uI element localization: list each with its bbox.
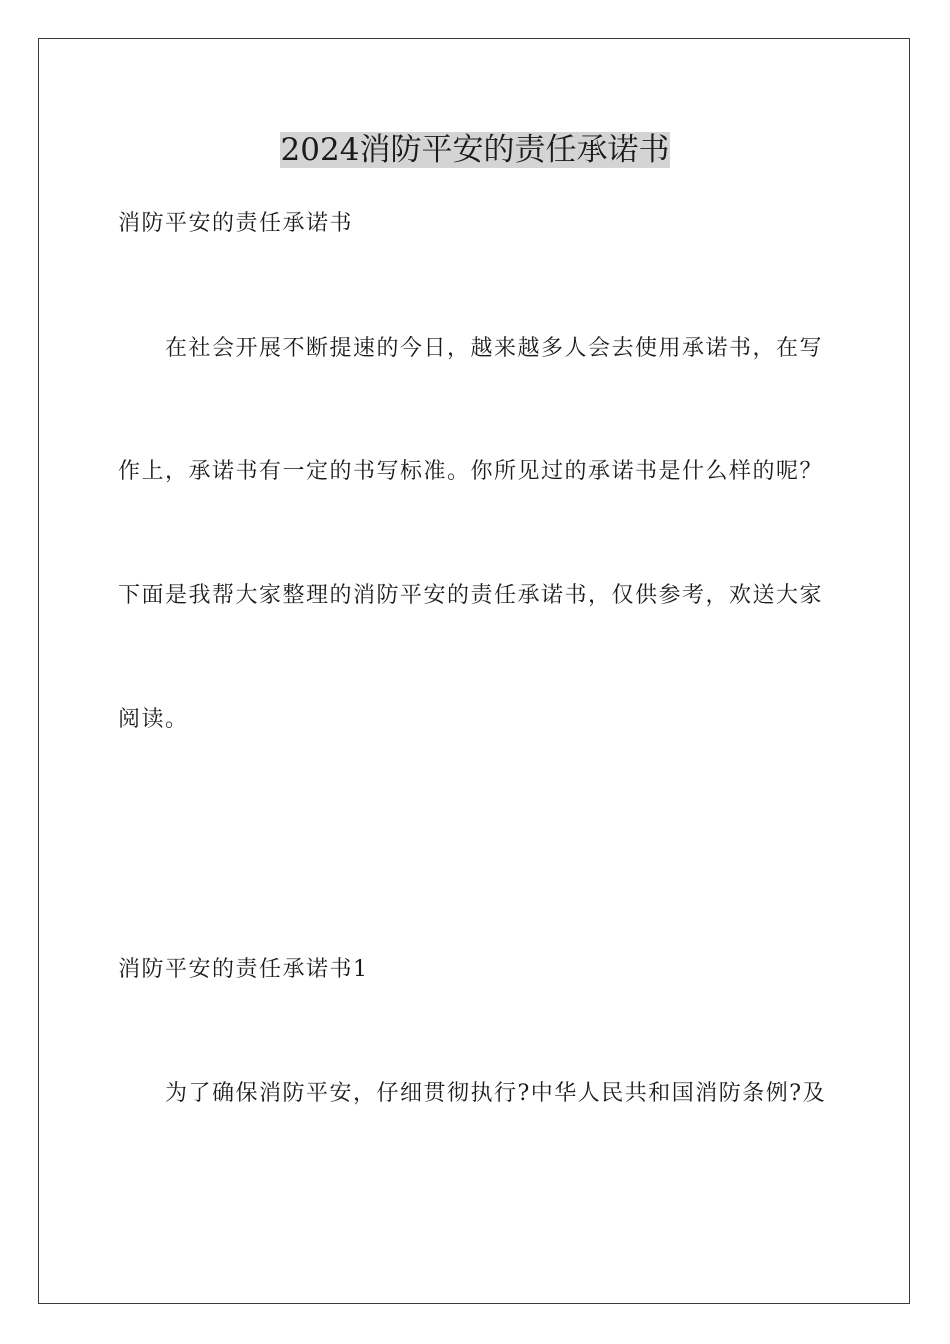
intro-line-3: 下面是我帮大家整理的消防平安的责任承诺书，仅供参考，欢送大家	[118, 583, 824, 608]
document-title	[0, 128, 950, 172]
document-subtitle: 消防平安的责任承诺书	[118, 211, 354, 236]
section-line-1: 为了确保消防平安，仔细贯彻执行?中华人民共和国消防条例?及	[118, 1081, 827, 1106]
intro-line-4: 阅读。	[118, 707, 189, 732]
intro-line-2: 作上，承诺书有一定的书写标准。你所见过的承诺书是什么样的呢？	[118, 459, 824, 484]
document-title-text: 2024消防平安的责任承诺书	[280, 132, 670, 168]
intro-line-1: 在社会开展不断提速的今日，越来越多人会去使用承诺书，在写	[118, 336, 824, 361]
section-heading: 消防平安的责任承诺书1	[118, 957, 369, 982]
